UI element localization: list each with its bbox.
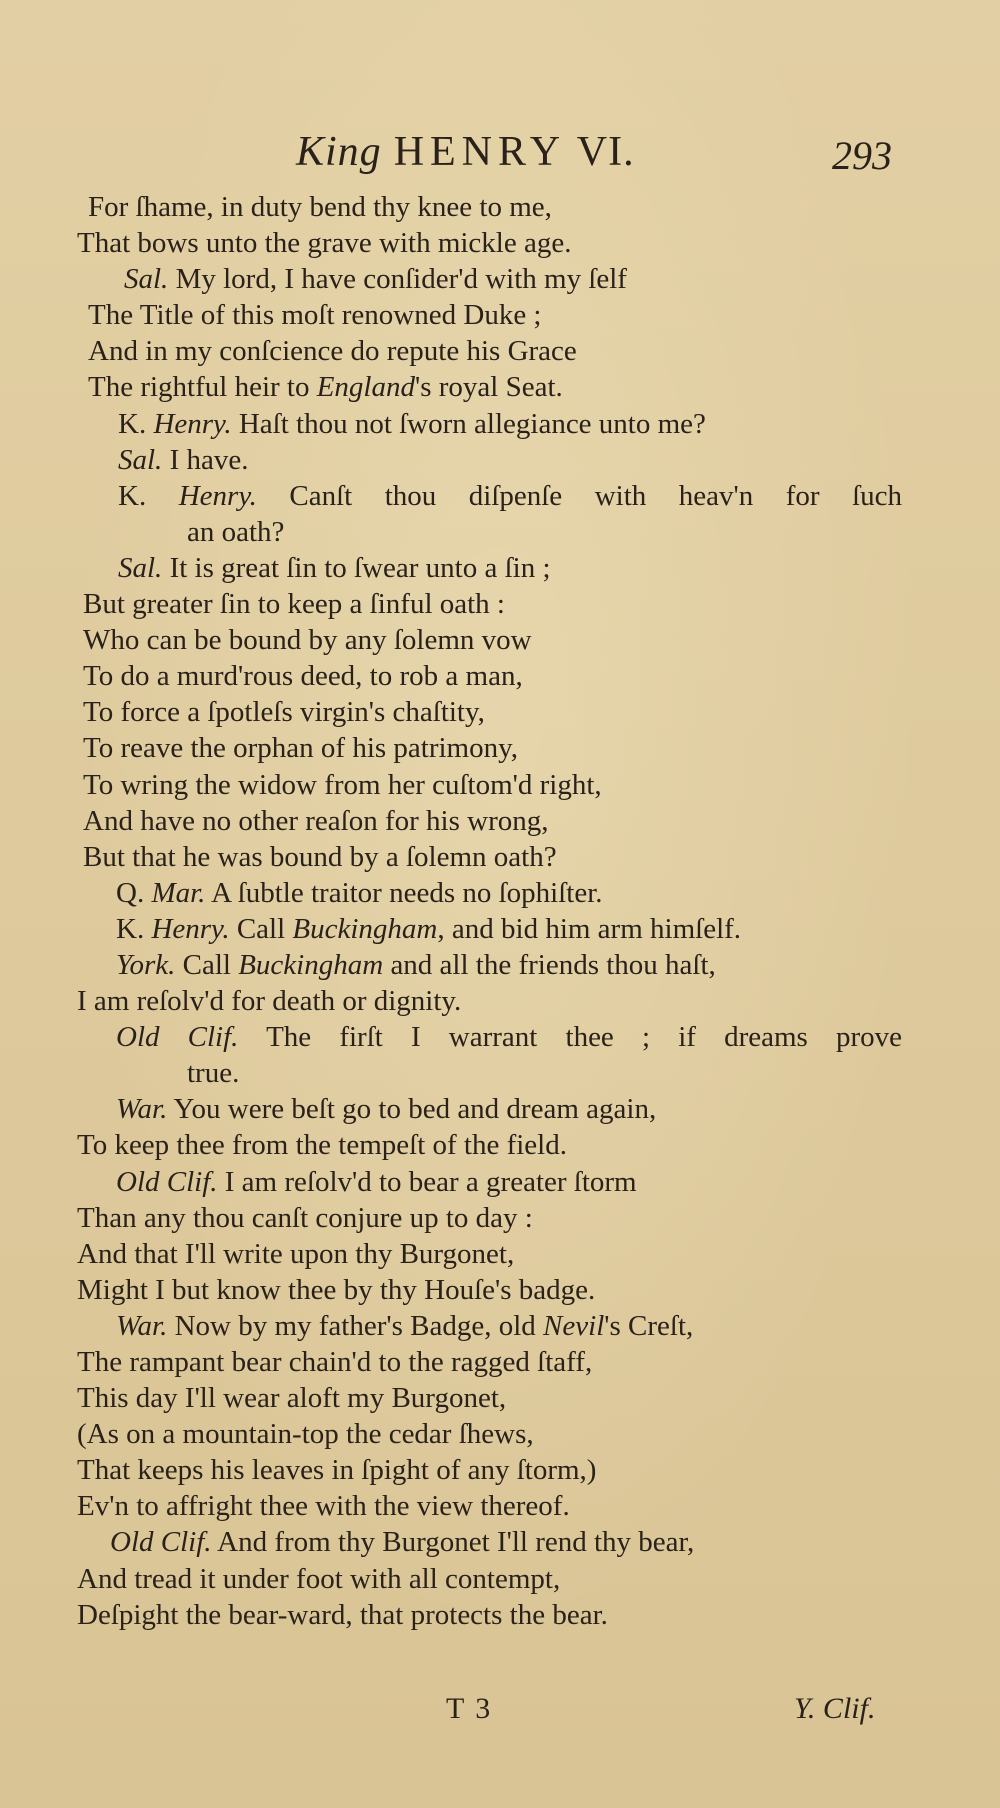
line-text: For ſhame, in duty bend thy knee to me, (88, 191, 552, 223)
text-line (0, 586, 1000, 622)
speaker-name: Mar. (151, 876, 206, 909)
text-line (0, 442, 1000, 478)
line-text: an oath? (187, 515, 285, 548)
text-line (0, 1019, 1000, 1055)
text-line (0, 983, 1000, 1019)
line-text: Canſt thou diſpenſe with heav'n for ſuch (289, 479, 902, 512)
line-text: , and bid him arm himſelf. (437, 912, 742, 945)
line-text: Might I but know thee by thy Houſe's badge. (77, 1273, 596, 1306)
text-line (0, 478, 1000, 514)
line-text: The Title of this moſt renowned Duke ; (88, 299, 542, 332)
text-line (0, 514, 1000, 550)
line-text: A ſubtle traitor needs no ſophiſter. (211, 876, 603, 909)
line-text: 's Creſt, (604, 1309, 694, 1342)
emphasized-word: England (316, 371, 415, 404)
line-text: To keep thee from the tempeſt of the field. (77, 1129, 567, 1162)
text-line (0, 333, 1000, 369)
text-line (0, 1452, 1000, 1488)
text-line (0, 1236, 1000, 1272)
speaker-prefix: K. (118, 479, 179, 512)
line-text: I am reſolv'd to bear a greater ſtorm (224, 1165, 637, 1198)
line-text: I have. (169, 443, 249, 476)
text-line (0, 1524, 1000, 1560)
line-text: That bows unto the grave with mickle age. (77, 227, 572, 260)
text-line (0, 803, 1000, 839)
line-text: 's royal Seat. (415, 371, 563, 404)
line-text: The firſt I warrant thee ; if dreams prove (266, 1021, 902, 1054)
text-line (0, 622, 1000, 658)
text-line (0, 1488, 1000, 1524)
speaker-name: War. (116, 1309, 168, 1342)
text-line (0, 406, 1000, 442)
line-text: My lord, I have conſider'd with my ſelf (175, 263, 627, 296)
running-title-caps: HENRY (393, 129, 567, 175)
text-line (0, 1091, 1000, 1127)
page-header (0, 128, 1000, 184)
line-text: But that he was bound by a ſolemn oath? (83, 840, 557, 873)
text-line (0, 875, 1000, 911)
speaker-name: Henry. (153, 407, 232, 440)
line-text: Than any thou canſt conjure up to day : (77, 1201, 533, 1234)
speaker-name: Henry. (178, 479, 257, 512)
text-line (0, 1127, 1000, 1163)
text-line (0, 730, 1000, 766)
text-line (0, 1272, 1000, 1308)
running-title-numeral: VI. (576, 129, 635, 175)
line-text: and all the friends thou haſt, (383, 948, 716, 981)
line-text: And from thy Burgonet I'll rend thy bear, (217, 1526, 695, 1559)
signature-mark: T 3 (446, 1692, 493, 1725)
text-line (0, 767, 1000, 803)
text-line (0, 261, 1000, 297)
speaker-prefix: K. (116, 912, 152, 945)
speaker-name: Sal. (124, 263, 169, 296)
speaker-name: Old Clif. (110, 1526, 212, 1559)
text-line (0, 1416, 1000, 1452)
line-text: The rampant bear chain'd to the ragged ſtaff, (77, 1346, 593, 1378)
line-text: true. (187, 1057, 240, 1090)
line-text: This day I'll wear aloft my Burgonet, (77, 1382, 507, 1415)
line-text-lead: The rightful heir to (88, 371, 317, 404)
line-text: I am reſolv'd for death or dignity. (77, 985, 462, 1018)
line-text: But greater ſin to keep a ſinful oath : (83, 588, 505, 621)
running-title-italic: King (296, 129, 382, 175)
line-text: That keeps his leaves in ſpight of any ſtorm,) (77, 1454, 597, 1487)
text-line (0, 1308, 1000, 1344)
text-line (0, 658, 1000, 694)
emphasized-word: Buckingham (238, 948, 384, 981)
line-text: To wring the widow from her cuſtom'd right, (83, 768, 602, 801)
line-text: And tread it under foot with all contempt, (77, 1562, 561, 1595)
text-line (0, 694, 1000, 730)
line-text: To do a murd'rous deed, to rob a man, (83, 660, 523, 693)
text-line (0, 1561, 1000, 1597)
line-text: It is great ſin to ſwear unto a ſin ; (169, 551, 551, 584)
line-text-lead: Now by my father's Badge, old (174, 1309, 544, 1342)
catchword: Y. Clif. (794, 1692, 876, 1725)
line-text-lead: Call (182, 948, 239, 981)
text-line (0, 1380, 1000, 1416)
line-text: You were beſt go to bed and dream again, (173, 1093, 657, 1126)
page-number: 293 (832, 133, 892, 178)
line-text: (As on a mountain-top the cedar ſhews, (77, 1418, 534, 1451)
emphasized-word: Nevil (543, 1309, 605, 1342)
speaker-name: Henry. (151, 912, 230, 945)
text-line (0, 225, 1000, 261)
running-title (296, 128, 635, 176)
text-line (0, 947, 1000, 983)
line-text: Haſt thou not ſworn allegiance unto me? (238, 407, 706, 440)
text-line (0, 297, 1000, 333)
play-text (0, 189, 1000, 1633)
line-text: And have no other reaſon for his wrong, (83, 804, 549, 837)
text-line (0, 189, 1000, 225)
text-line (0, 1164, 1000, 1200)
line-text: Who can be bound by any ſolemn vow (83, 624, 532, 657)
page-footer (0, 1692, 1000, 1732)
speaker-name: Sal. (118, 443, 163, 476)
line-text: And that I'll write upon thy Burgonet, (77, 1237, 515, 1270)
speaker-prefix: Q. (116, 876, 152, 909)
line-text-lead: Call (236, 912, 293, 945)
text-line (0, 550, 1000, 586)
line-text: To reave the orphan of his patrimony, (83, 732, 518, 765)
line-text: Ev'n to affright thee with the view thereof. (77, 1490, 570, 1523)
line-text: And in my conſcience do repute his Grace (88, 335, 577, 368)
text-line (0, 1055, 1000, 1091)
text-line (0, 911, 1000, 947)
text-line (0, 1200, 1000, 1236)
speaker-name: Old Clif. (116, 1165, 218, 1198)
line-text: Deſpight the bear-ward, that protects the bear. (77, 1598, 608, 1631)
line-text: To force a ſpotleſs virgin's chaſtity, (83, 696, 485, 729)
speaker-name: Old Clif. (116, 1021, 239, 1054)
emphasized-word: Buckingham (292, 912, 438, 945)
text-line (0, 839, 1000, 875)
text-line (0, 369, 1000, 405)
speaker-name: Sal. (118, 551, 163, 584)
speaker-prefix: K. (118, 407, 154, 440)
speaker-name: York. (116, 948, 176, 981)
text-line (0, 1597, 1000, 1633)
speaker-name: War. (116, 1093, 168, 1126)
text-line (0, 1344, 1000, 1380)
